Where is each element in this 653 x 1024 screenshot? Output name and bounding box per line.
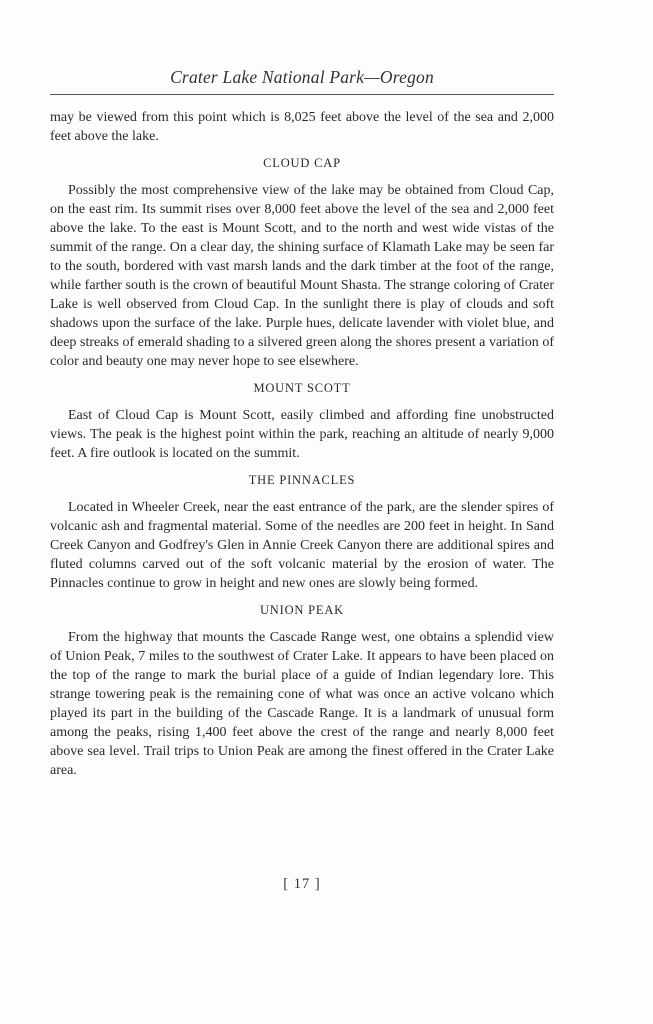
page-body (50, 108, 554, 780)
section-body-union-peak: From the highway that mounts the Cascade Range west, one obtains a splendid view of Union Peak, 7 miles to the southwest of Crater Lake. It appears to have been placed on the top of the range to mark the burial place of a guide of Indian legendary lore. This strange towering peak is the remaining cone of what was once an active volcano which played its part in the building of the Cascade Range. It is a landmark of unusual form among the peaks, rising 1,400 feet above the crest of the range and nearly 8,000 feet above sea level. Trail trips to Union Peak are among the finest offered in the Crater Lake area. (50, 630, 554, 778)
section-heading-the-pinnacles: THE PINNACLES (248, 473, 356, 487)
header-rule (50, 94, 554, 95)
section-heading-cloud-cap: CLOUD CAP (263, 156, 341, 170)
section-heading-union-peak: UNION PEAK (259, 603, 345, 617)
section-body-the-pinnacles: Located in Wheeler Creek, near the east entrance of the park, are the slender spires of volcanic ash and fragmental material. Some of the needles are 200 feet in height. In Sand Creek Canyon and Godfrey's Glen in Annie Creek Canyon there are additional spires and fluted columns carved out of the soft volcanic material by the erosion of water. The Pinnacles continue to grow in height and new ones are slowly being formed. (50, 500, 554, 591)
continued-paragraph: may be viewed from this point which is 8,025 feet above the level of the sea and 2,000 feet above the lake. (50, 110, 554, 144)
section-body-mount-scott: East of Cloud Cap is Mount Scott, easily climbed and affording fine unobstructed views. The peak is the highest point within the park, reaching an altitude of nearly 9,000 feet. A fire outlook is located on the summit. (50, 408, 554, 461)
section-body-cloud-cap: Possibly the most comprehensive view of the lake may be obtained from Cloud Cap, on the east rim. Its summit rises over 8,000 feet above the level of the sea and 2,000 feet above the lake. To the east is Mount Scott, and to the north and west wide vistas of the summit of the range. On a clear day, the shining surface of Klamath Lake may be seen far to the south, bordered with vast marsh lands and the dark timber at the foot of the range, while farther south is the crown of beautiful Mount Shasta. The strange coloring of Crater Lake is well observed from Cloud Cap. In the sunlight there is play of clouds and soft shadows upon the surface of the lake. Purple hues, delicate lavender with violet blue, and deep streaks of emerald shading to a silvered green along the shores present a variation of color and beauty one may never hope to see elsewhere. (50, 183, 554, 369)
section-heading-mount-scott: MOUNT SCOTT (253, 381, 351, 395)
page-number: [ 17 ] (283, 876, 321, 892)
running-head: Crater Lake National Park—Oregon (170, 67, 434, 87)
